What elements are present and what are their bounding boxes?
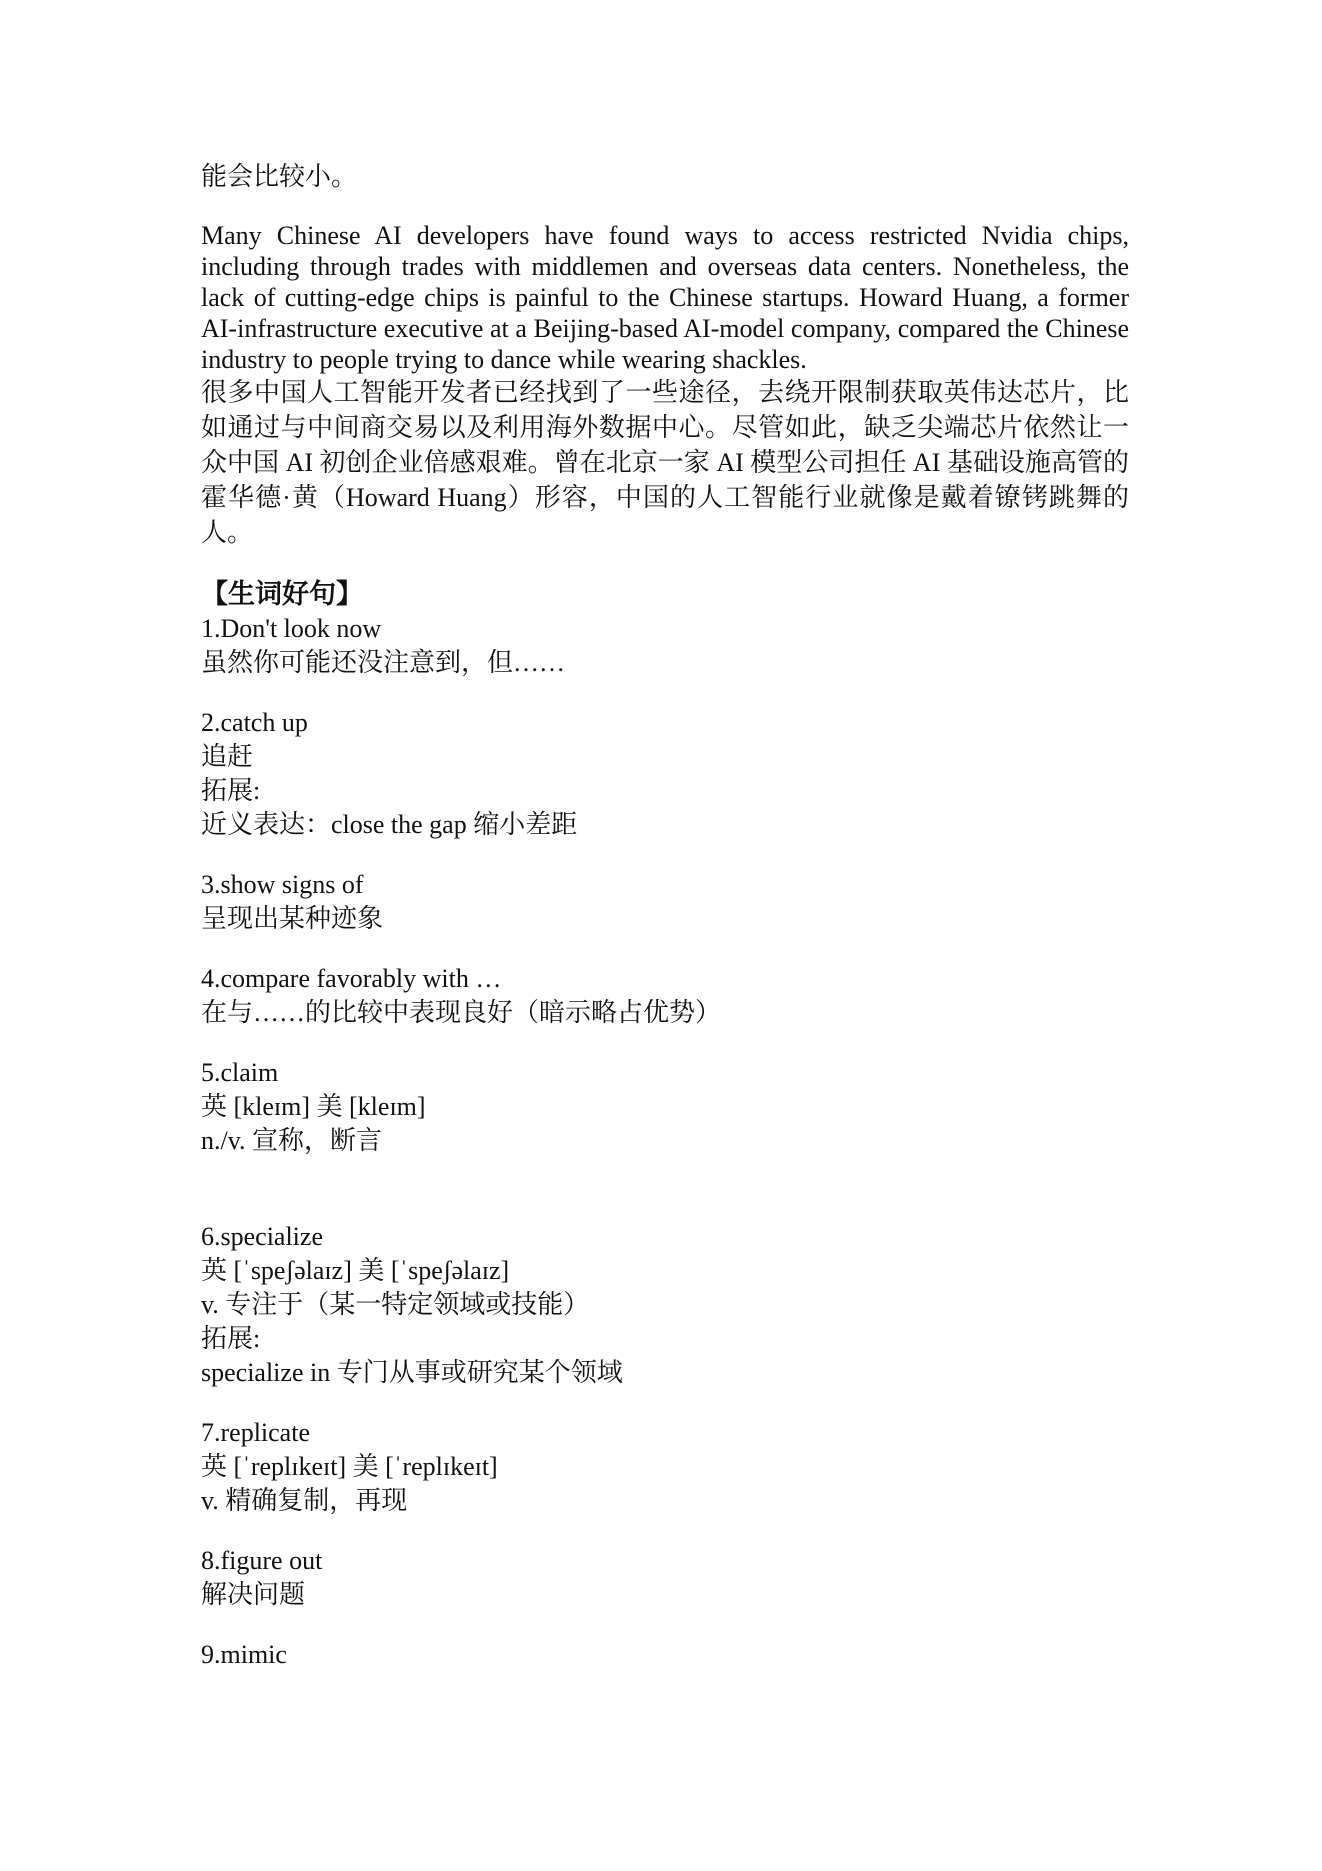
vocab-item	[201, 612, 1129, 680]
vocab-definition: v. 精确复制，再现	[201, 1486, 408, 1515]
vocab-item	[201, 962, 1129, 1030]
vocab-term: 4.compare favorably with …	[201, 964, 502, 993]
vocab-extension-label: 拓展:	[201, 776, 261, 805]
vocab-heading: 【生词好句】	[201, 579, 363, 609]
vocab-definition: 在与……的比较中表现良好（暗示略占优势）	[201, 998, 722, 1027]
vocab-item	[201, 1638, 1129, 1672]
vocab-definition: 解决问题	[201, 1580, 306, 1609]
vocab-term: 3.show signs of	[201, 870, 364, 899]
vocab-item	[201, 1220, 1129, 1390]
document-body	[201, 160, 1129, 1672]
vocab-definition: 追赶	[201, 742, 254, 771]
vocab-term: 5.claim	[201, 1058, 279, 1087]
article-english-paragraph: Many Chinese AI developers have found ways to access restricted Nvidia chips, including through trades with middlemen and overseas data centers. Nonetheless, the lack of cutting-edge chips is painful to the Chinese startups. Howard Huang, a former AI-infrastructure executive at a Beijing-based AI-model company, compared the Chinese industry to people trying to dance while wearing shackles.	[201, 221, 1129, 374]
vocab-pronunciation: 英 [kleɪm] 美 [kleɪm]	[201, 1092, 426, 1121]
vocab-item	[201, 1056, 1129, 1158]
intro-tail-text: 能会比较小。	[201, 162, 358, 191]
vocab-item	[201, 1544, 1129, 1612]
vocab-term: 6.specialize	[201, 1222, 323, 1251]
vocab-extension: 近义表达：close the gap 缩小差距	[201, 810, 578, 839]
vocab-term: 7.replicate	[201, 1418, 310, 1447]
vocab-item	[201, 1416, 1129, 1518]
vocab-pronunciation: 英 [ˈreplɪkeɪt] 美 [ˈreplɪkeɪt]	[201, 1452, 498, 1481]
vocab-item	[201, 868, 1129, 936]
vocab-term: 8.figure out	[201, 1546, 323, 1575]
vocab-item	[201, 706, 1129, 842]
vocab-definition: v. 专注于（某一特定领域或技能）	[201, 1290, 590, 1319]
article-chinese-paragraph: 很多中国人工智能开发者已经找到了一些途径，去绕开限制获取英伟达芯片，比如通过与中间商交易以及利用海外数据中心。尽管如此，缺乏尖端芯片依然让一众中国 AI 初创企业倍感艰难。曾在北京一家 AI 模型公司担任 AI 基础设施高管的霍华德·黄（Howard Huang）形容，中国的人工智能行业就像是戴着镣铐跳舞的人。	[201, 378, 1129, 547]
vocab-extension: specialize in 专门从事或研究某个领域	[201, 1358, 623, 1387]
vocab-definition: 虽然你可能还没注意到，但……	[201, 648, 566, 677]
vocab-pronunciation: 英 [ˈspeʃəlaɪz] 美 [ˈspeʃəlaɪz]	[201, 1256, 510, 1285]
vocab-term: 1.Don't look now	[201, 614, 382, 643]
vocab-term: 2.catch up	[201, 708, 308, 737]
vocab-term: 9.mimic	[201, 1640, 287, 1669]
vocab-extension-label: 拓展:	[201, 1324, 261, 1353]
vocab-definition: n./v. 宣称，断言	[201, 1126, 383, 1155]
vocab-definition: 呈现出某种迹象	[201, 904, 384, 933]
